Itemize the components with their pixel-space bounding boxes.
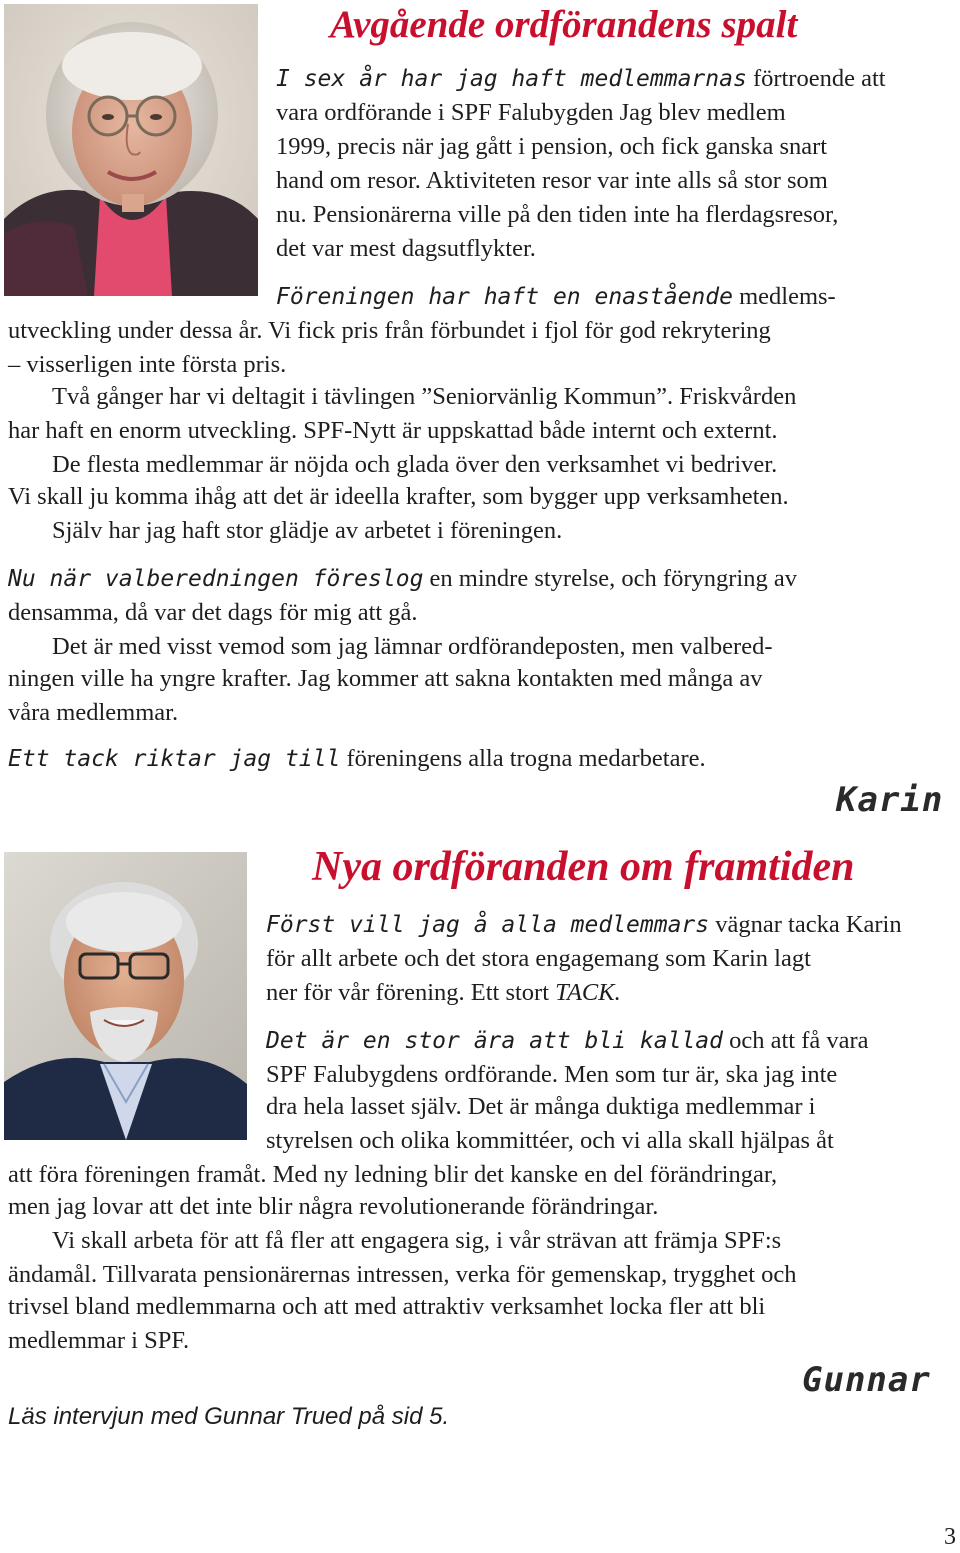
- paragraph-line: men jag lovar att det inte blir några revolutionerande förändringar.: [8, 1193, 659, 1220]
- article-title-new-chair: Nya ordföranden om framtiden: [312, 844, 855, 890]
- paragraph-line: ningen ville ha yngre krafter. Jag kommer att sakna kontakten med många av: [8, 665, 763, 692]
- paragraph-line: det var mest dagsutflykter.: [276, 235, 536, 262]
- paragraph-line: hand om resor. Aktiviteten resor var inte alls så stor som: [276, 167, 828, 194]
- lead-in-text: I sex år har jag haft medlemmarnas: [276, 66, 747, 92]
- paragraph-line: medlemmar i SPF.: [8, 1327, 190, 1354]
- lead-in-text: Ett tack riktar jag till: [8, 746, 341, 772]
- paragraph-line: vara ordförande i SPF Falubygden Jag blev medlem: [276, 99, 786, 126]
- lead-in-text: Det är en stor ära att bli kallad: [266, 1028, 723, 1054]
- paragraph-line: styrelsen och olika kommittéer, och vi alla skall hjälpas åt: [266, 1127, 834, 1154]
- page-number: 3: [944, 1524, 956, 1550]
- photo-karin: [4, 4, 258, 296]
- paragraph-line: SPF Falubygdens ordförande. Men som tur är, ska jag inte: [266, 1061, 838, 1088]
- lead-in-text: Först vill jag å alla medlemmars: [266, 912, 710, 938]
- signature-karin: Karin: [836, 780, 944, 820]
- paragraph-line: att föra föreningen framåt. Med ny ledning blir det kanske en del förändringar,: [8, 1161, 778, 1188]
- signature-gunnar: Gunnar: [802, 1360, 931, 1400]
- paragraph-line: Vi skall ju komma ihåg att det är ideella krafter, som bygger upp verksamheten.: [8, 483, 789, 510]
- paragraph-line: Föreningen har haft en enastående medlems-: [276, 283, 836, 310]
- paragraph-line: Det är med visst vemod som jag lämnar ordförandeposten, men valbered-: [52, 633, 773, 660]
- paragraph-line: trivsel bland medlemmarna och att med attraktiv verksamhet locka fler att bli: [8, 1293, 766, 1320]
- paragraph-line: utveckling under dessa år. Vi fick pris från förbundet i fjol för god rekrytering: [8, 317, 771, 344]
- paragraph-line: Själv har jag haft stor glädje av arbetet i föreningen.: [52, 517, 563, 544]
- article-title-outgoing-chair: Avgående ordförandens spalt: [330, 3, 798, 46]
- paragraph-line: Det är en stor ära att bli kallad och att få vara: [266, 1027, 869, 1054]
- paragraph-line: Nu när valberedningen föreslog en mindre styrelse, och föryngring av: [8, 565, 797, 592]
- paragraph-line: Två gånger har vi deltagit i tävlingen ”Seniorvänlig Kommun”. Friskvården: [52, 383, 797, 410]
- paragraph-line: 1999, precis när jag gått i pension, och fick ganska snart: [276, 133, 828, 160]
- paragraph-line: nu. Pensionärerna ville på den tiden inte ha flerdagsresor,: [276, 201, 839, 228]
- paragraph-line: Ett tack riktar jag till föreningens alla trogna medarbetare.: [8, 745, 706, 772]
- lead-in-text: Föreningen har haft en enastående: [276, 284, 733, 310]
- paragraph-line: I sex år har jag haft medlemmarnas förtroende att: [276, 65, 886, 92]
- paragraph-line: densamma, då var det dags för mig att gå.: [8, 599, 418, 626]
- interview-reference-note: Läs intervjun med Gunnar Trued på sid 5.: [8, 1403, 450, 1430]
- paragraph-line: våra medlemmar.: [8, 699, 179, 726]
- photo-gunnar: [4, 852, 247, 1140]
- paragraph-line: Först vill jag å alla medlemmars vägnar tacka Karin: [266, 911, 902, 938]
- paragraph-line: – visserligen inte första pris.: [8, 351, 287, 378]
- paragraph-line: ner för vår förening. Ett stort TACK.: [266, 979, 621, 1006]
- paragraph-line: De flesta medlemmar är nöjda och glada över den verksamhet vi bedriver.: [52, 451, 778, 478]
- paragraph-line: dra hela lasset själv. Det är många duktiga medlemmar i: [266, 1093, 816, 1120]
- lead-in-text: Nu när valberedningen föreslog: [8, 566, 424, 592]
- paragraph-line: har haft en enorm utveckling. SPF-Nytt är uppskattad både internt och externt.: [8, 417, 778, 444]
- paragraph-line: ändamål. Tillvarata pensionärernas intressen, verka för gemenskap, trygghet och: [8, 1261, 797, 1288]
- paragraph-line: Vi skall arbeta för att få fler att engagera sig, i vår strävan att främja SPF:s: [52, 1227, 782, 1254]
- paragraph-line: för allt arbete och det stora engagemang som Karin lagt: [266, 945, 811, 972]
